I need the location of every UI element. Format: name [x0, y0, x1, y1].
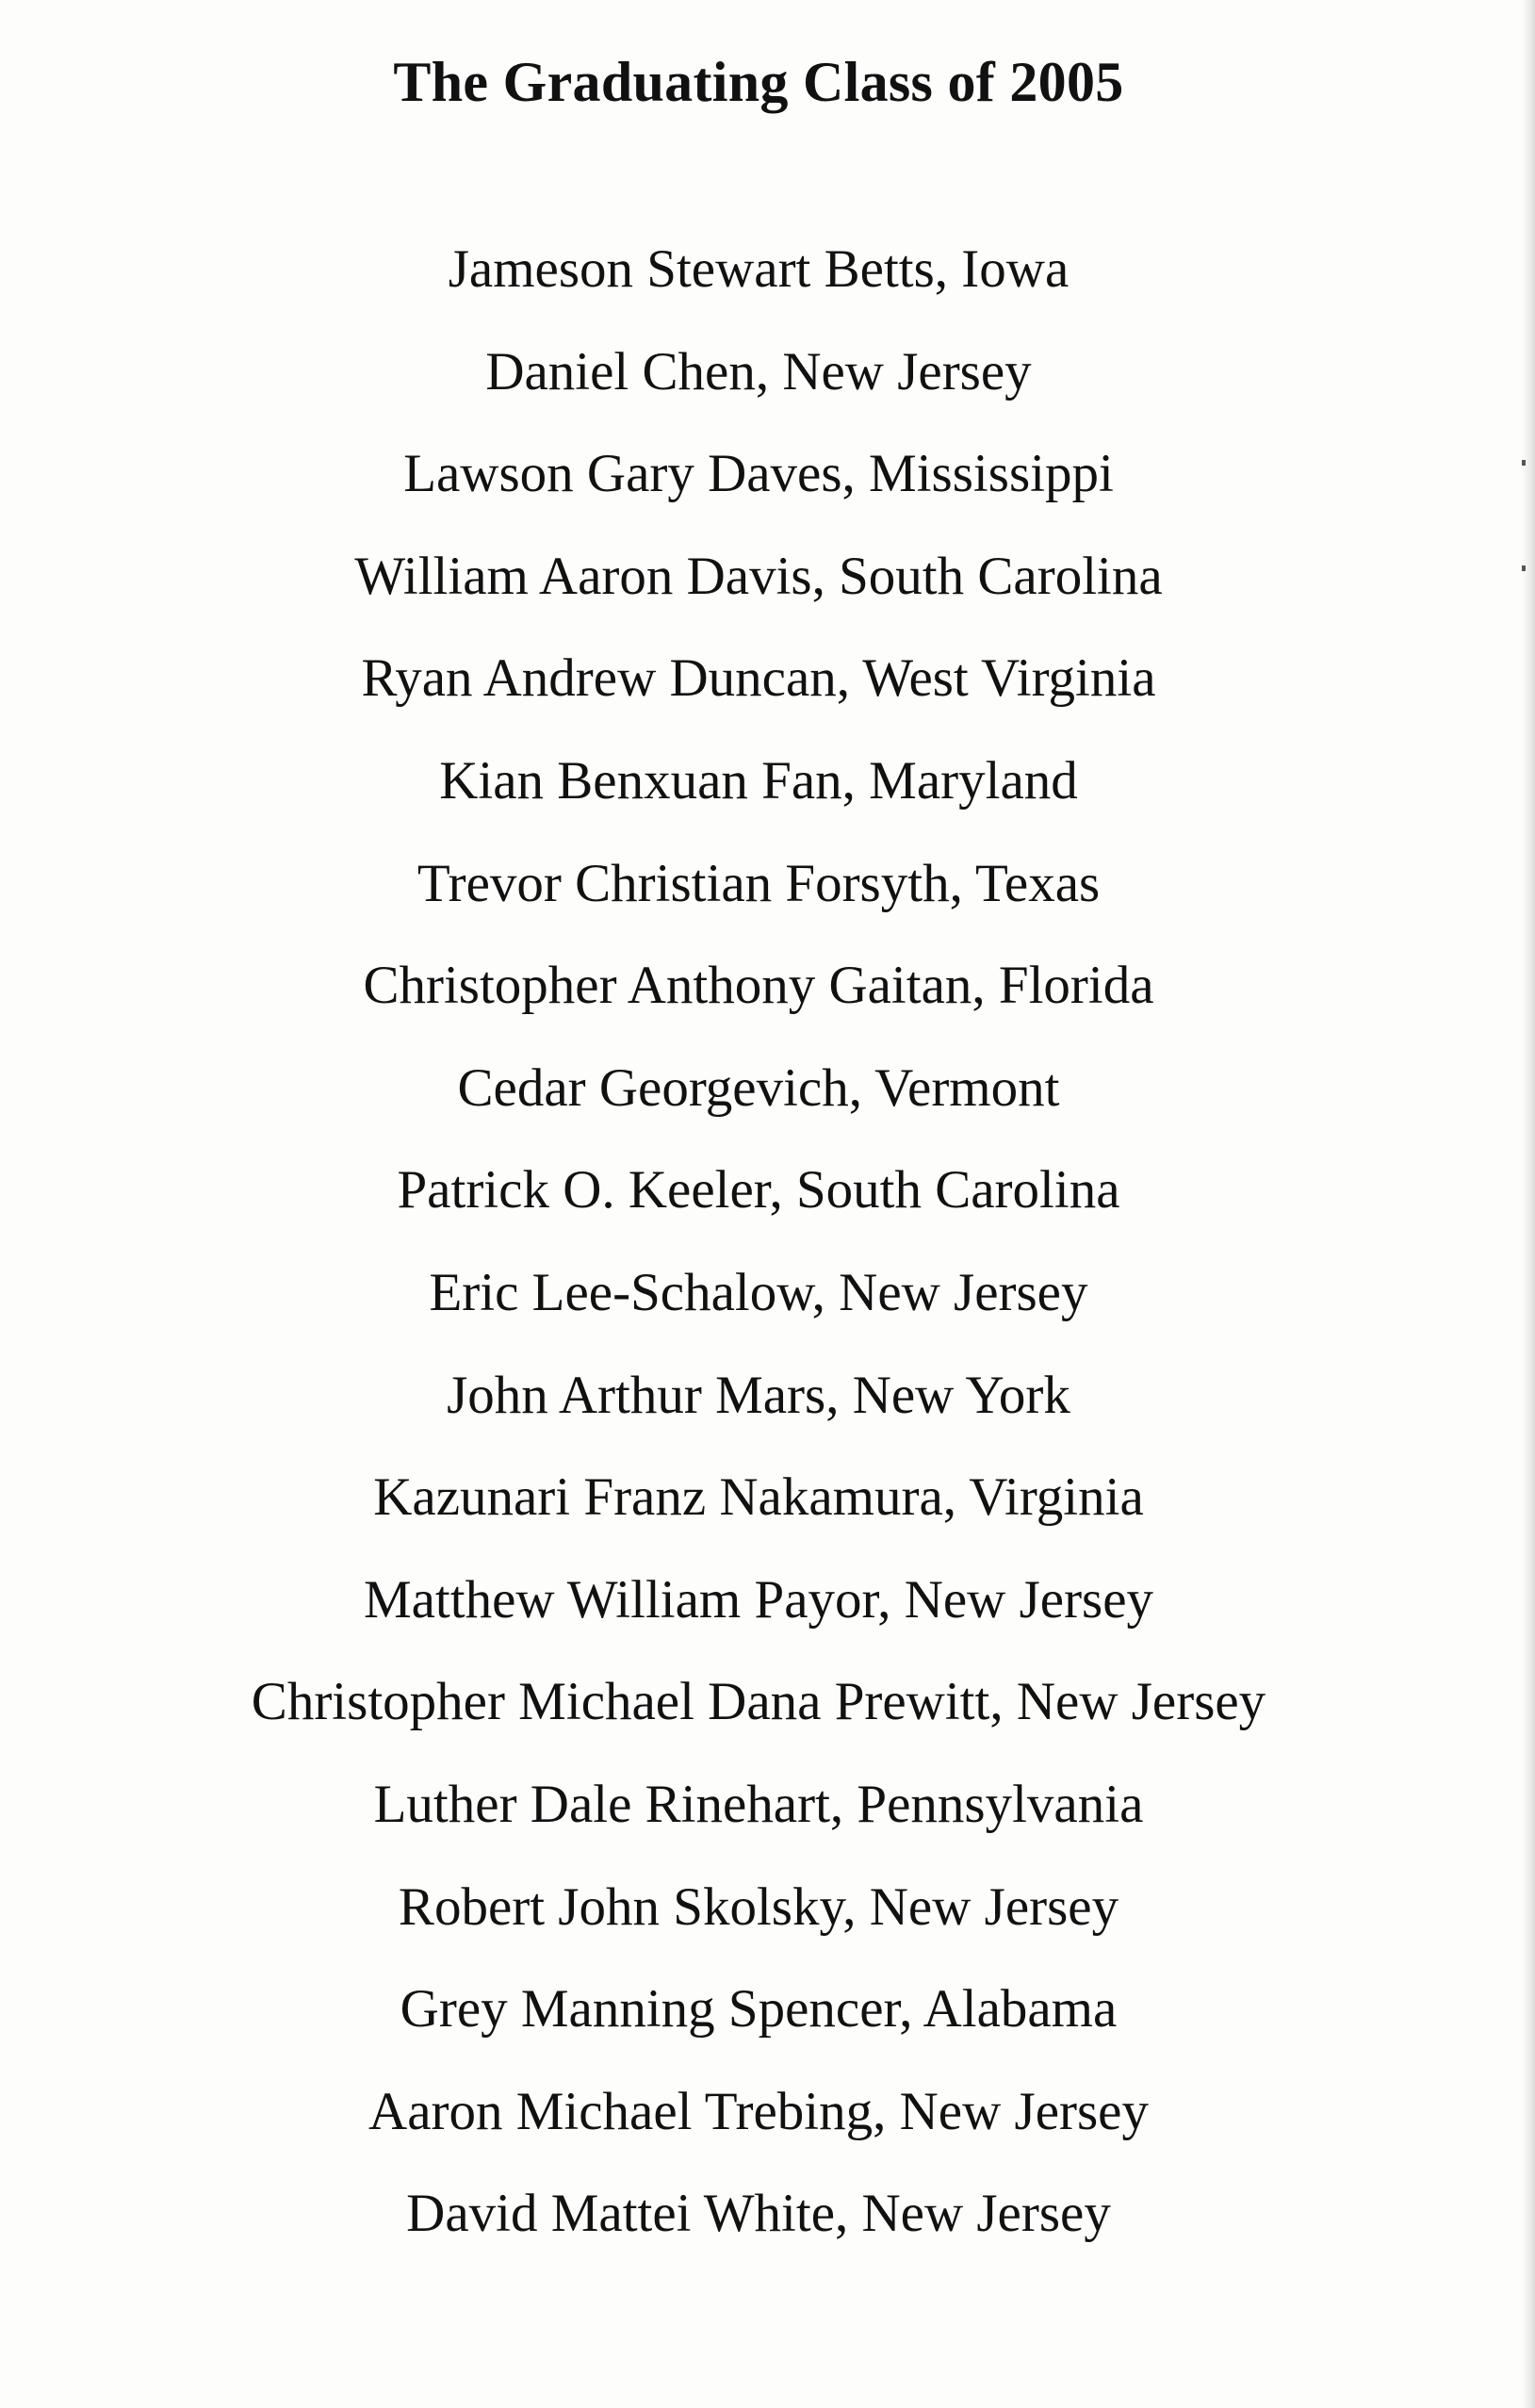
graduate-list [0, 227, 1517, 2274]
graduate-entry: Eric Lee-Schalow, New Jersey [429, 1262, 1088, 1322]
graduate-entry: Luther Dale Rinehart, Pennsylvania [373, 1774, 1144, 1834]
graduate-entry: Cedar Georgevich, Vermont [457, 1057, 1060, 1118]
page-title: The Graduating Class of 2005 [393, 51, 1124, 113]
graduate-entry: David Mattei White, New Jersey [406, 2184, 1111, 2244]
graduate-entry: Trevor Christian Forsyth, Texas [416, 853, 1101, 913]
graduate-entry: Aaron Michael Trebing, New Jersey [368, 2081, 1149, 2141]
graduate-entry: Kazunari Franz Nakamura, Virginia [373, 1467, 1144, 1528]
page-edge-shadow [1522, 0, 1535, 2408]
graduate-entry: Grey Manning Spencer, Alabama [400, 1979, 1118, 2039]
graduate-entry: John Arthur Mars, New York [447, 1365, 1070, 1425]
graduate-entry: Matthew William Payor, New Jersey [363, 1569, 1154, 1630]
graduate-entry: Daniel Chen, New Jersey [485, 341, 1032, 401]
graduate-entry: Jameson Stewart Betts, Iowa [448, 239, 1070, 299]
graduate-entry: Patrick O. Keeler, South Carolina [397, 1160, 1120, 1220]
graduate-entry: Robert John Skolsky, New Jersey [398, 1876, 1119, 1937]
edge-speck [1522, 460, 1526, 466]
graduate-entry: Christopher Michael Dana Prewitt, New Jersey [251, 1672, 1266, 1732]
graduate-entry: Kian Benxuan Fan, Maryland [439, 750, 1078, 811]
graduate-entry: Ryan Andrew Duncan, West Virginia [361, 648, 1156, 709]
graduate-entry: Lawson Gary Daves, Mississippi [403, 444, 1114, 504]
edge-speck [1522, 565, 1526, 571]
graduate-entry: Christopher Anthony Gaitan, Florida [363, 956, 1154, 1016]
graduate-entry: William Aaron Davis, South Carolina [354, 546, 1163, 606]
